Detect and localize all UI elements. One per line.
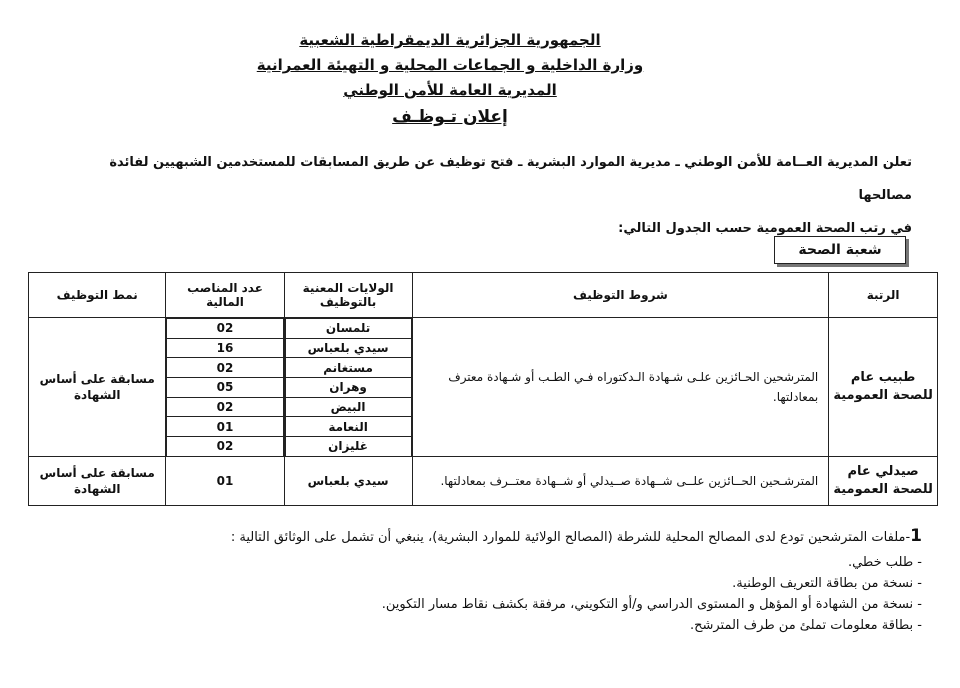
directorate-name: المديرية العامة للأمن الوطني (343, 81, 557, 99)
intro-line-2: في رتب الصحة العمومية حسب الجدول التالي: (618, 221, 912, 236)
document-item: - نسخة من بطاقة التعريف الوطنية. (732, 576, 922, 591)
section-number: 1 (910, 526, 922, 546)
wilaya-name: غليزان (285, 437, 411, 456)
header-conditions: شروط التوظيف (412, 273, 829, 318)
wilaya-name: النعامة (285, 417, 411, 437)
wilaya-name: البيض (285, 397, 411, 417)
documents-lead-text: -ملفات المترشحين تودع لدى المصالح المحلية للشرطة (المصالح الولائية للموارد البشرية)، ينبغي أن تشمل على الوثائق التالية : (230, 530, 911, 545)
position-count: 01 (216, 473, 234, 488)
table-row-doctor (29, 318, 938, 457)
position-count: 16 (167, 338, 283, 358)
positions-doctor (166, 318, 284, 457)
position-count: 05 (167, 378, 283, 398)
wilayas-doctor (284, 318, 412, 457)
branch-label: شعبة الصحة (774, 236, 906, 264)
table-row-pharmacist (29, 456, 938, 505)
conditions-doctor: المترشحين الحـائزين علـى شـهادة الـدكتوراه فـي الطـب أو شـهادة معترف بمعادلتها. (412, 318, 829, 457)
wilaya-name: تلمسان (285, 319, 411, 339)
wilaya-name: مستغانم (285, 358, 411, 378)
rank-pharmacist: صيدلي عام للصحة العمومية (829, 456, 938, 505)
wilaya-name: سيدي بلعباس (285, 338, 411, 358)
document-item: - نسخة من الشهادة أو المؤهل و المستوى الدراسي و/أو التكويني، مرفقة بكشف نقاط مسار التكوين. (381, 597, 922, 612)
mode-pharmacist: مسابقة على أساس الشهادة (29, 456, 166, 505)
wilaya-name: وهران (285, 378, 411, 398)
document-item: - بطاقة معلومات تملئ من طرف المترشح. (689, 618, 922, 633)
header-rank: الرتبة (829, 273, 938, 318)
document-header (200, 28, 700, 130)
ministry-name: وزارة الداخلية و الجماعات المحلية و التهيئة العمرانية (256, 56, 644, 74)
recruitment-table (28, 272, 938, 506)
announcement-title: إعلان تـوظـف (392, 107, 508, 127)
document-item: - طلب خطي. (847, 555, 922, 570)
documents-section (52, 522, 922, 636)
table-header-row (29, 273, 938, 318)
wilayas-pharmacist (284, 456, 412, 505)
rank-doctor: طبيب عام للصحة العمومية (829, 318, 938, 457)
header-wilayas: الولايات المعنية بالتوظيف (284, 273, 412, 318)
position-count: 02 (167, 397, 283, 417)
intro-paragraph (52, 146, 912, 245)
position-count: 02 (167, 358, 283, 378)
position-count: 01 (167, 417, 283, 437)
header-mode: نمط التوظيف (29, 273, 166, 318)
wilaya-name: سيدي بلعباس (307, 473, 389, 488)
mode-doctor: مسابقة على أساس الشهادة (29, 318, 166, 457)
position-count: 02 (167, 437, 283, 456)
documents-lead (52, 522, 922, 552)
positions-pharmacist (166, 456, 284, 505)
position-count: 02 (167, 319, 283, 339)
conditions-pharmacist: المترشـحين الحــائزين علــى شــهادة صــيدلي أو شــهادة معتــرف بمعادلتها. (412, 456, 829, 505)
intro-line-1: تعلن المديرية العــامة للأمن الوطني ـ مديرية الموارد البشرية ـ فتح توظيف عن طريق المسابقات للمستخدمين الشبهيين لفائدة مصالحها (109, 155, 912, 203)
republic-name: الجمهورية الجزائرية الديمقراطية الشعبية (299, 31, 601, 49)
header-positions: عدد المناصب المالية (166, 273, 284, 318)
